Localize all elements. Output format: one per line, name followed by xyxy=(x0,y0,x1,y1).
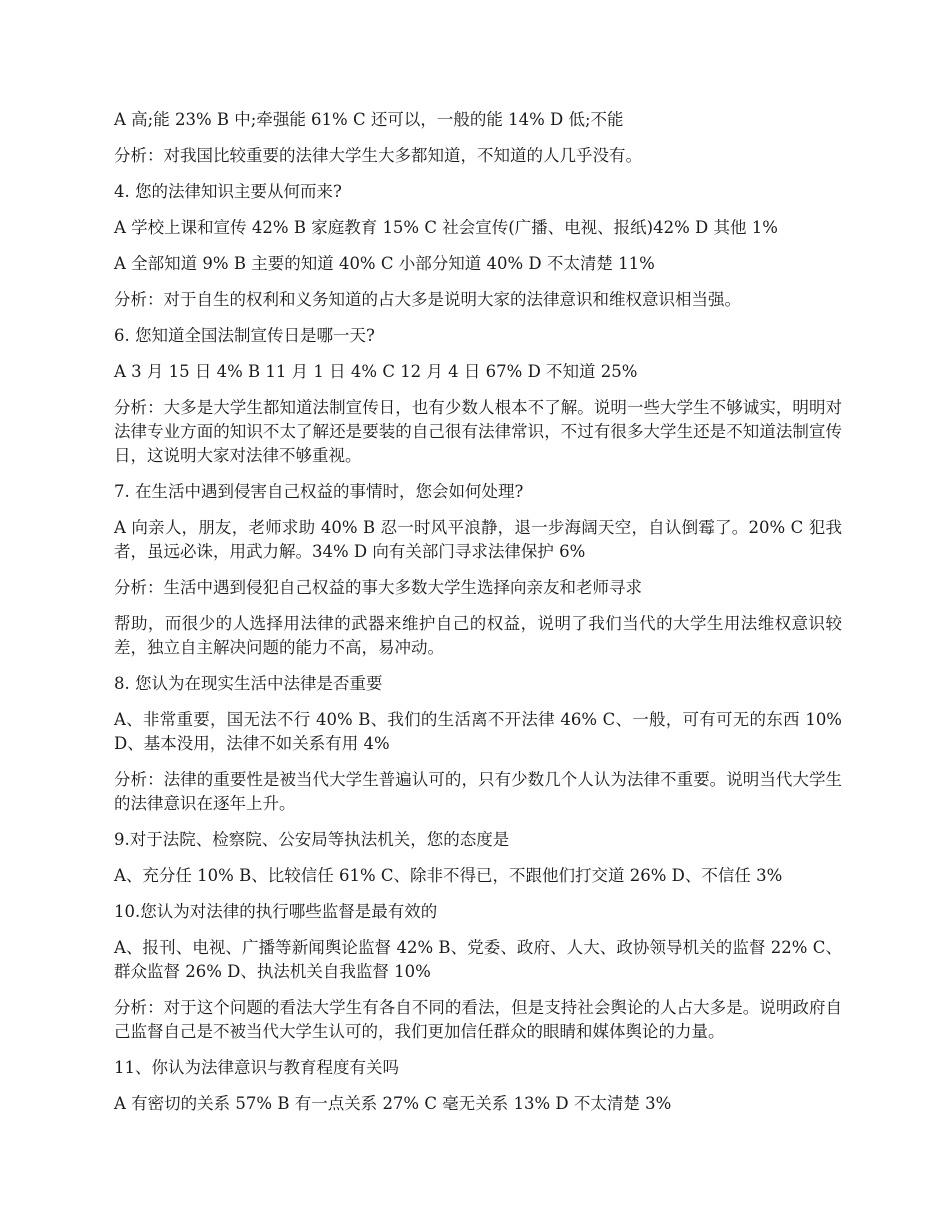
answer-options-q8: A、非常重要，国无法不行 40% B、我们的生活离不开法律 46% C、一般，可有可无的东西 10% D、基本没用，法律不如关系有用 4% xyxy=(114,710,842,753)
analysis-q7: 分析：生活中遇到侵犯自己权益的事大多数大学生选择向亲友和老师寻求 xyxy=(114,578,642,597)
answer-options-q11: A 有密切的关系 57% B 有一点关系 27% C 毫无关系 13% D 不太清楚 3% xyxy=(114,1094,672,1113)
answer-options-q4: A 学校上课和宣传 42% B 家庭教育 15% C 社会宣传(广播、电视、报纸)42% D 其他 1% xyxy=(114,218,778,237)
question-6: 6. 您知道全国法制宣传日是哪一天? xyxy=(114,326,375,345)
question-9: 9.对于法院、检察院、公安局等执法机关，您的态度是 xyxy=(114,830,510,849)
analysis-q10: 分析：对于这个问题的看法大学生有各自不同的看法，但是支持社会舆论的人占大多是。说明政府自己监督自己是不被当代大学生认可的，我们更加信任群众的眼睛和媒体舆论的力量。 xyxy=(114,998,842,1041)
question-11: 11、你认为法律意识与教育程度有关吗 xyxy=(114,1058,399,1077)
answer-options-q10: A、报刊、电视、广播等新闻舆论监督 42% B、党委、政府、人大、政协领导机关的监督 22% C、群众监督 26% D、执法机关自我监督 10% xyxy=(114,938,842,981)
question-8: 8. 您认为在现实生活中法律是否重要 xyxy=(114,674,383,693)
question-7: 7. 在生活中遇到侵害自己权益的事情时，您会如何处理? xyxy=(114,482,524,501)
answer-options-q9: A、充分任 10% B、比较信任 61% C、除非不得已，不跟他们打交道 26% D、不信任 3% xyxy=(114,866,783,885)
question-4: 4. 您的法律知识主要从何而来? xyxy=(114,182,342,201)
answer-options-q3: A 高;能 23% B 中;牵强能 61% C 还可以，一般的能 14% D 低;不能 xyxy=(114,110,624,129)
answer-options-q6: A 3 月 15 日 4% B 11 月 1 日 4% C 12 月 4 日 67% D 不知道 25% xyxy=(114,362,638,381)
analysis-q6: 分析：大多是大学生都知道法制宣传日，也有少数人根本不了解。说明一些大学生不够诚实，明明对法律专业方面的知识不太了解还是要装的自己很有法律常识，不过有很多大学生还是不知道法制宣传日，这说明大家对法律不够重视。 xyxy=(114,398,842,465)
question-10: 10.您认为对法律的执行哪些监督是最有效的 xyxy=(114,902,438,921)
analysis-q7-continued: 帮助，而很少的人选择用法律的武器来维护自己的权益，说明了我们当代的大学生用法维权意识较差，独立自主解决问题的能力不高，易冲动。 xyxy=(114,614,842,657)
document-body xyxy=(114,108,842,1128)
answer-options-q5: A 全部知道 9% B 主要的知道 40% C 小部分知道 40% D 不太清楚 11% xyxy=(114,254,655,273)
analysis-q8: 分析：法律的重要性是被当代大学生普遍认可的，只有少数几个人认为法律不重要。说明当代大学生的法律意识在逐年上升。 xyxy=(114,770,842,813)
analysis-q3: 分析：对我国比较重要的法律大学生大多都知道，不知道的人几乎没有。 xyxy=(114,146,642,165)
analysis-q5: 分析：对于自生的权利和义务知道的占大多是说明大家的法律意识和维权意识相当强。 xyxy=(114,290,741,309)
answer-options-q7: A 向亲人，朋友，老师求助 40% B 忍一时风平浪静，退一步海阔天空，自认倒霉了。20% C 犯我者，虽远必诛，用武力解。34% D 向有关部门寻求法律保护 6% xyxy=(114,518,842,561)
